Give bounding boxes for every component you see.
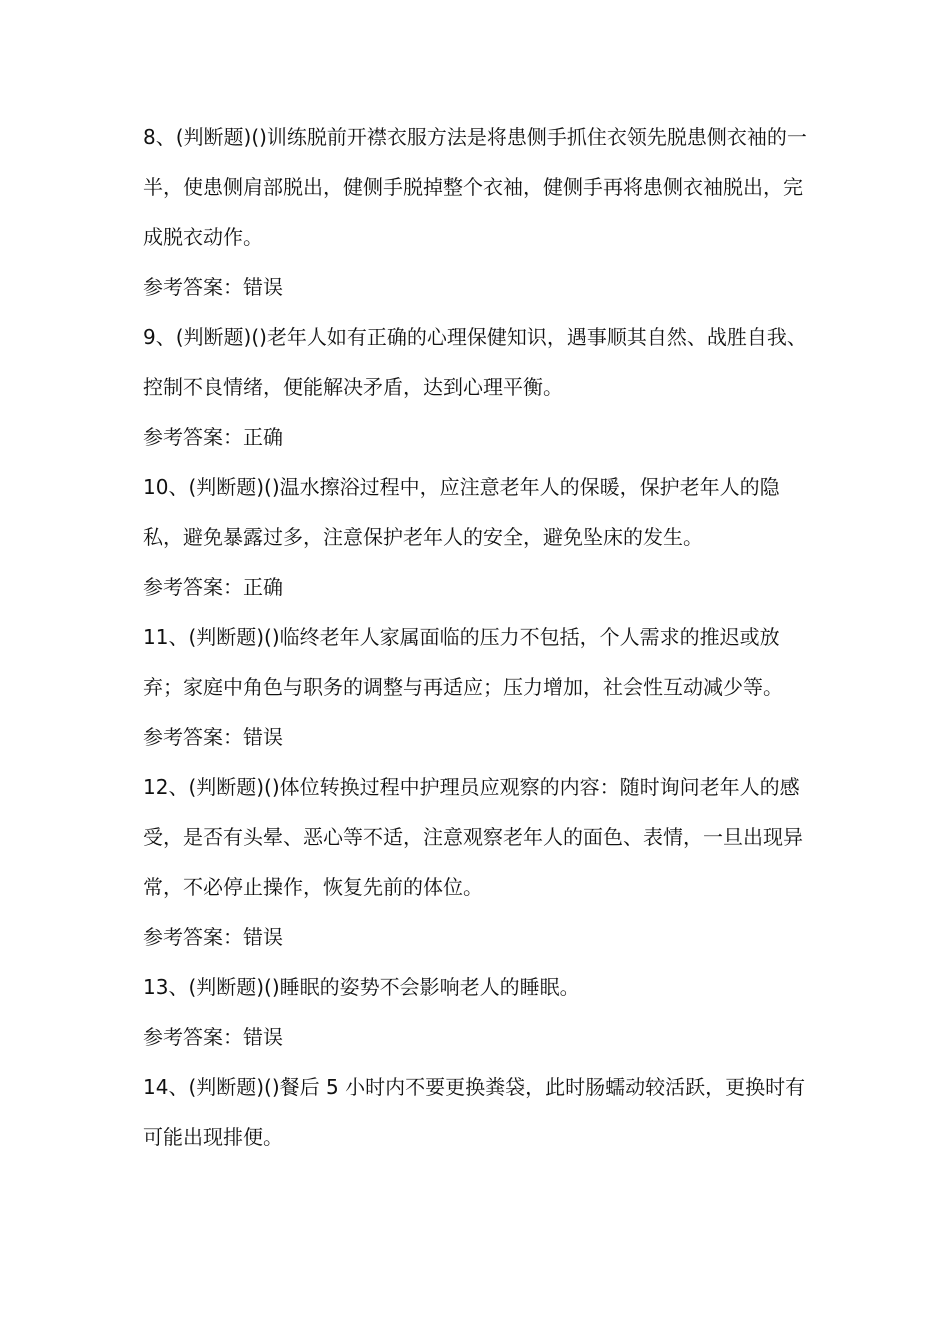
answer-13: 参考答案：错误: [143, 1025, 283, 1049]
answer-9: 参考答案：正确: [143, 425, 283, 449]
answer-11: 参考答案：错误: [143, 725, 283, 749]
answer-8: 参考答案：错误: [143, 275, 283, 299]
answer-12: 参考答案：错误: [143, 925, 283, 949]
question-14: 14、(判断题)()餐后 5 小时内不要更换粪袋，此时肠蠕动较活跃，更换时有可能出现排便。: [143, 1075, 806, 1149]
answer-10: 参考答案：正确: [143, 575, 283, 599]
question-11: 11、(判断题)()临终老年人家属面临的压力不包括，个人需求的推迟或放弃；家庭中角色与职务的调整与再适应；压力增加，社会性互动减少等。: [143, 625, 783, 699]
question-12: 12、(判断题)()体位转换过程中护理员应观察的内容：随时询问老年人的感受，是否有头晕、恶心等不适，注意观察老年人的面色、表情，一旦出现异常，不必停止操作，恢复先前的体位。: [143, 775, 803, 899]
question-9: 9、(判断题)()老年人如有正确的心理保健知识，遇事顺其自然、战胜自我、控制不良情绪，便能解决矛盾，达到心理平衡。: [143, 325, 807, 399]
question-list: [143, 112, 807, 1162]
question-8: 8、(判断题)()训练脱前开襟衣服方法是将患侧手抓住衣领先脱患侧衣袖的一半，使患侧肩部脱出，健侧手脱掉整个衣袖，健侧手再将患侧衣袖脱出，完成脱衣动作。: [143, 125, 807, 249]
question-13: 13、(判断题)()睡眠的姿势不会影响老人的睡眠。: [143, 975, 580, 999]
question-10: 10、(判断题)()温水擦浴过程中，应注意老年人的保暖，保护老年人的隐私，避免暴露过多，注意保护老年人的安全，避免坠床的发生。: [143, 475, 780, 549]
